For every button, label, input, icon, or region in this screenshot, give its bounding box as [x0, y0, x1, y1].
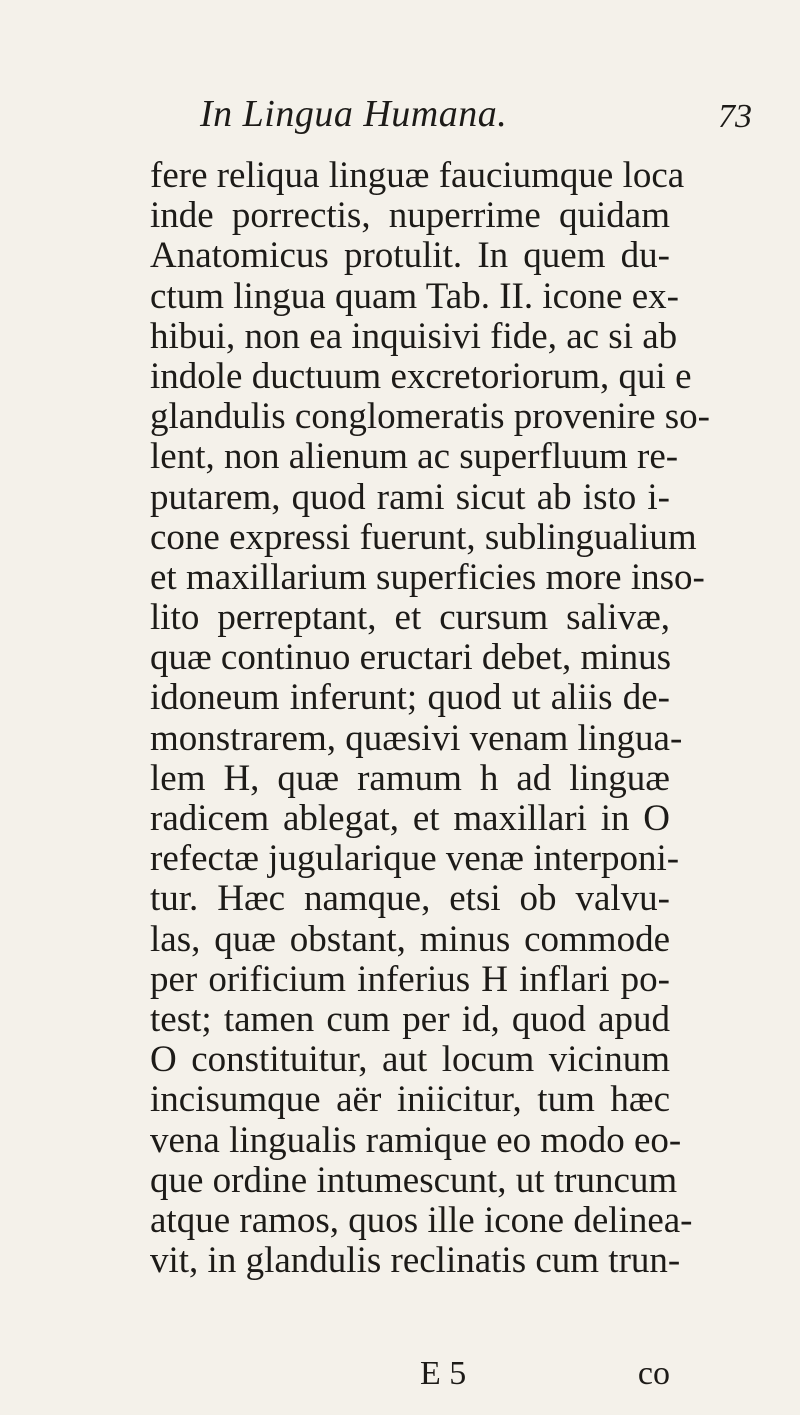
text-line: lent, non alienum ac superfluum re-	[150, 436, 679, 478]
text-line: indole ductuum excretoriorum, qui e	[150, 355, 692, 397]
text-line: O constituitur, aut locum vicinum	[150, 1039, 670, 1081]
text-line: atque ramos, quos ille icone delinea-	[150, 1199, 693, 1241]
catchword: co	[637, 1355, 670, 1392]
text-line: que ordine intumescunt, ut truncum	[150, 1159, 678, 1201]
text-line: quæ continuo eructari debet, minus	[150, 637, 671, 679]
text-line: monstrarem, quæsivi venam lingua-	[150, 717, 683, 759]
page-footer	[150, 1355, 670, 1395]
body-text	[150, 155, 711, 1282]
text-line: refectæ jugularique venæ interponi-	[150, 838, 680, 880]
text-line: test; tamen cum per id, quod apud	[150, 998, 670, 1040]
text-line: radicem ablegat, et maxillari in O	[150, 798, 670, 839]
text-line: incisumque aër iniicitur, tum hæc	[150, 1079, 670, 1121]
text-line: cone expressi fuerunt, sublingualium	[150, 516, 697, 558]
signature-mark: E 5	[420, 1355, 467, 1392]
text-line: putarem, quod rami sicut ab isto i-	[150, 476, 670, 518]
text-line: per orificium inferius H inflari po-	[150, 958, 670, 1000]
text-line: lem H, quæ ramum h ad linguæ	[150, 757, 670, 799]
text-line: idoneum inferunt; quod ut aliis de-	[150, 677, 670, 719]
text-line: ctum lingua quam Tab. II. icone ex-	[150, 275, 679, 317]
text-line: et maxillarium superficies more inso-	[150, 556, 705, 598]
text-line: vit, in glandulis reclinatis cum trun-	[150, 1240, 681, 1282]
text-line: Anatomicus protulit. In quem du-	[150, 235, 670, 277]
text-line: fere reliqua linguæ fauciumque loca	[150, 155, 685, 196]
text-line: inde porrectis, nuperrime quidam	[150, 195, 670, 237]
text-line: vena lingualis ramique eo modo eo-	[150, 1119, 682, 1161]
text-line: lito perreptant, et cursum salivæ,	[150, 597, 670, 639]
text-line: las, quæ obstant, minus commode	[150, 918, 670, 960]
page-number: 73	[718, 98, 752, 135]
text-line: glandulis conglomeratis provenire so-	[150, 396, 711, 438]
text-line: tur. Hæc namque, etsi ob valvu-	[150, 878, 670, 920]
running-title: In Lingua Humana.	[200, 93, 508, 135]
text-line: hibui, non ea inquisivi fide, ac si ab	[150, 315, 678, 357]
